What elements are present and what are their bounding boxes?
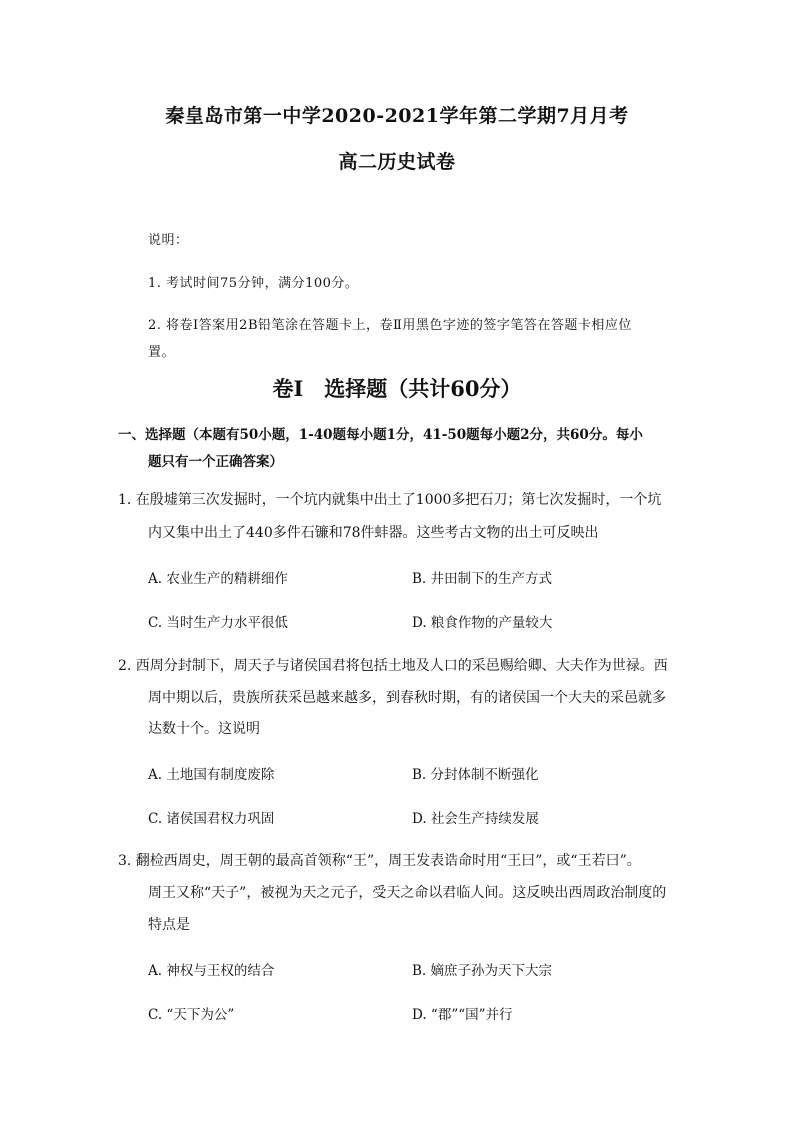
instructions-label: 说明： bbox=[148, 233, 189, 248]
question-3-stem-line-3: 特点是 bbox=[148, 917, 190, 933]
part-heading: 一、选择题（本题有50小题，1-40题每小题1分，41-50题每小题2分，共60分。每小 bbox=[118, 427, 643, 443]
question-3-stem-line-2: 周王又称“天子”，被视为天之元子，受天之命以君临人间。这反映出西周政治制度的 bbox=[148, 885, 667, 901]
question-1-stem-line-2: 内又集中出土了440多件石镰和78件蚌器。这些考古文物的出土可反映出 bbox=[148, 525, 599, 541]
question-3-stem-line-1: 3. 翻检西周史，周王朝的最高首领称“王”，周王发表诰命时用“王曰”，或“王若曰”。 bbox=[118, 853, 641, 869]
question-2-stem-line-3: 达数十个。这说明 bbox=[148, 721, 260, 737]
question-2-stem-line-2: 周中期以后，贵族所获采邑越来越多，到春秋时期，有的诸侯国一个大夫的采邑就多 bbox=[148, 690, 666, 706]
section-title: 卷Ⅰ 选择题（共计60分） bbox=[272, 376, 522, 401]
question-1-option-b: B. 井田制下的生产方式 bbox=[412, 571, 553, 587]
question-2-option-d: D. 社会生产持续发展 bbox=[412, 811, 539, 827]
question-1-option-d: D. 粮食作物的产量较大 bbox=[412, 615, 553, 631]
exam-title: 秦皇岛市第一中学2020-2021学年第二学期7月月考 bbox=[165, 105, 629, 127]
question-2-stem-line-1: 2. 西周分封制下，周天子与诸侯国君将包括土地及人口的采邑赐给卿、大夫作为世禄。西 bbox=[118, 658, 668, 674]
instruction-item-2: 2. 将卷Ⅰ答案用2B铅笔涂在答题卡上，卷Ⅱ用黑色字迹的签字笔答在答题卡相应位 bbox=[148, 318, 632, 333]
question-3-option-a: A. 神权与王权的结合 bbox=[148, 963, 275, 979]
question-2-option-a: A. 土地国有制度废除 bbox=[148, 767, 275, 783]
question-3-option-d: D. “郡”“国”并行 bbox=[412, 1007, 513, 1023]
part-heading-continued: 题只有一个正确答案） bbox=[148, 454, 283, 470]
exam-subtitle: 高二历史试卷 bbox=[338, 151, 456, 173]
question-3-option-c: C. “天下为公” bbox=[148, 1007, 235, 1023]
instruction-item-1: 1. 考试时间75分钟，满分100分。 bbox=[148, 276, 359, 291]
question-3-option-b: B. 嫡庶子孙为天下大宗 bbox=[412, 963, 553, 979]
question-1-stem-line-1: 1. 在殷墟第三次发掘时，一个坑内就集中出土了1000多把石刀；第七次发掘时，一个坑 bbox=[118, 492, 662, 508]
question-2-option-b: B. 分封体制不断强化 bbox=[412, 767, 539, 783]
question-1-option-c: C. 当时生产力水平很低 bbox=[148, 615, 288, 631]
instruction-item-2-continued: 置。 bbox=[148, 345, 176, 360]
question-1-option-a: A. 农业生产的精耕细作 bbox=[148, 571, 288, 587]
question-2-option-c: C. 诸侯国君权力巩固 bbox=[148, 811, 275, 827]
